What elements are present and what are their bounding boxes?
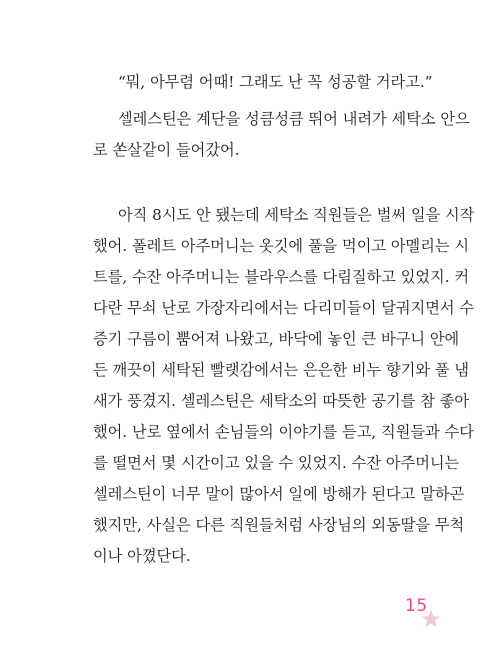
text-line: 든 깨끗이 세탁된 빨랫감에서는 은은한 비누 향기와 풀 냄: [93, 361, 470, 379]
text-line: 이나 아꼈단다.: [93, 547, 191, 565]
text-line: 로 쏜살같이 들어갔어.: [93, 141, 240, 159]
text-line: 증기 구름이 뿜어져 나왔고, 바닥에 놓인 큰 바구니 안에: [93, 330, 460, 348]
page-number: 15: [405, 596, 428, 616]
text-line: 셀레스틴은 계단을 성큼성큼 뛰어 내려가 세탁소 안으: [118, 110, 470, 128]
text-line: 트를, 수잔 아주머니는 블라우스를 다림질하고 있었지. 커: [93, 268, 470, 286]
text-line: 셀레스틴이 너무 말이 많아서 일에 방해가 된다고 말하곤: [93, 485, 465, 503]
text-line: 했지만, 사실은 다른 직원들처럼 사장님의 외동딸을 무척: [93, 516, 465, 534]
text-line: 했어. 난로 옆에서 손님들의 이야기를 듣고, 직원들과 수다: [93, 423, 474, 441]
text-line: 다란 무쇠 난로 가장자리에서는 다리미들이 달궈지면서 수: [93, 299, 475, 317]
text-line: “뭐, 아무렴 어때! 그래도 난 꼭 성공할 거라고.”: [118, 73, 433, 91]
text-line: 아직 8시도 안 됐는데 세탁소 직원들은 벌써 일을 시작: [118, 206, 475, 224]
text-line: 새가 풍겼지. 셀레스틴은 세탁소의 따뜻한 공기를 참 좋아: [93, 392, 470, 410]
text-line: 를 떨면서 몇 시간이고 있을 수 있었지. 수잔 아주머니는: [93, 454, 460, 472]
text-line: 했어. 폴레트 아주머니는 옷깃에 풀을 먹이고 아멜리는 시: [93, 237, 470, 255]
